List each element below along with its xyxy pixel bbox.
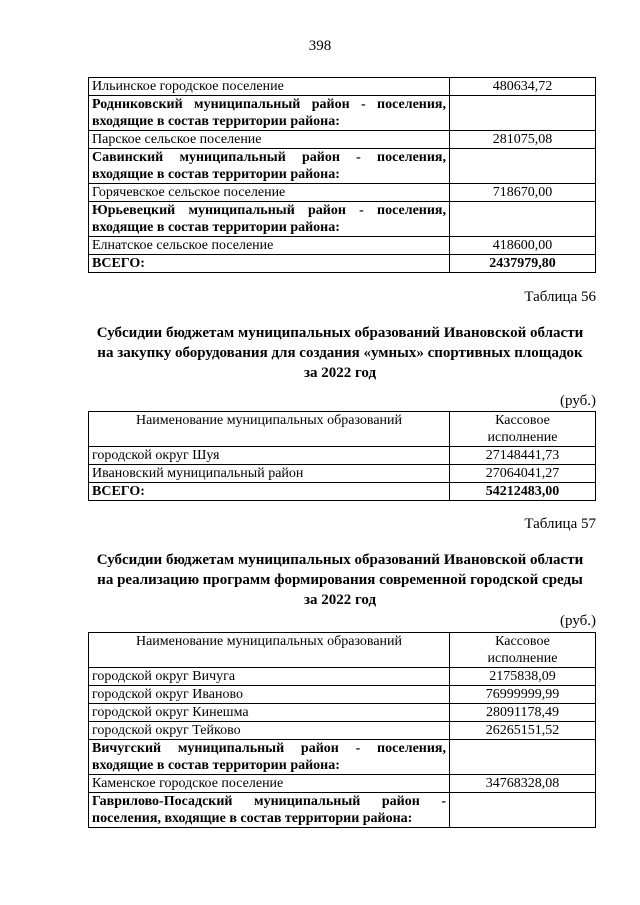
- table-57-label: Таблица 57: [524, 516, 596, 532]
- table-56-title-line: на закупку оборудования для создания «умных» спортивных площадок: [97, 345, 583, 361]
- table-56: [88, 411, 596, 501]
- row-name-cell: Каменское городское поселение: [89, 775, 450, 793]
- row-name-cell: Парское сельское поселение: [89, 131, 450, 149]
- table-row: [89, 722, 596, 740]
- table-row: [89, 149, 596, 184]
- table-56-label: Таблица 56: [524, 289, 596, 305]
- row-name-cell: городской округ Иваново: [89, 686, 450, 704]
- row-value-cell: 2175838,09: [450, 668, 596, 686]
- row-name-cell: Елнатское сельское поселение: [89, 237, 450, 255]
- table-row: [89, 775, 596, 793]
- table-row: [89, 237, 596, 255]
- row-name-cell: Ивановский муниципальный район: [89, 465, 450, 483]
- row-value-cell: 26265151,52: [450, 722, 596, 740]
- row-value-cell: [450, 740, 596, 775]
- table-row: [89, 740, 596, 775]
- row-name-cell: ВСЕГО:: [89, 483, 450, 501]
- row-value-cell: 54212483,00: [450, 483, 596, 501]
- page-number: 398: [308, 38, 332, 54]
- header-name-cell: Наименование муниципальных образований: [89, 633, 450, 668]
- row-name-cell: городской округ Вичуга: [89, 668, 450, 686]
- row-value-cell: 718670,00: [450, 184, 596, 202]
- table-56-unit: (руб.): [560, 393, 596, 409]
- row-value-cell: 28091178,49: [450, 704, 596, 722]
- table-header-row: [89, 412, 596, 447]
- table-row: [89, 793, 596, 828]
- row-value-cell: [450, 149, 596, 184]
- row-name-cell: Юрьевецкий муниципальный район - поселения, входящие в состав территории района:: [89, 202, 450, 237]
- table-57-title: [60, 550, 620, 610]
- table-57: [88, 632, 596, 828]
- row-value-cell: [450, 202, 596, 237]
- row-value-cell: 480634,72: [450, 78, 596, 96]
- table-56-title-line: за 2022 год: [303, 365, 377, 381]
- header-value-cell: [450, 633, 596, 668]
- table-continued: [88, 77, 596, 273]
- row-name-cell: Родниковский муниципальный район - поселения, входящие в состав территории района:: [89, 96, 450, 131]
- row-value-cell: 281075,08: [450, 131, 596, 149]
- row-value-cell: 2437979,80: [450, 255, 596, 273]
- table-header-row: [89, 633, 596, 668]
- table-row: [89, 465, 596, 483]
- table-row: [89, 78, 596, 96]
- row-value-cell: 34768328,08: [450, 775, 596, 793]
- row-value-cell: [450, 96, 596, 131]
- header-value-line: Кассовое: [495, 413, 550, 428]
- row-name-cell: Савинский муниципальный район - поселения, входящие в состав территории района:: [89, 149, 450, 184]
- table-row: [89, 131, 596, 149]
- header-value-line: исполнение: [487, 430, 558, 445]
- header-value-line: Кассовое: [495, 634, 550, 649]
- row-name-cell: городской округ Кинешма: [89, 704, 450, 722]
- row-name-cell: Гаврилово-Посадский муниципальный район - поселения, входящие в состав территории района:: [89, 793, 450, 828]
- table-row: [89, 202, 596, 237]
- row-value-cell: 27064041,27: [450, 465, 596, 483]
- table-row: [89, 686, 596, 704]
- row-value-cell: 27148441,73: [450, 447, 596, 465]
- header-value-cell: [450, 412, 596, 447]
- row-name-cell: Ильинское городское поселение: [89, 78, 450, 96]
- table-57-title-line: Субсидии бюджетам муниципальных образований Ивановской области: [96, 552, 584, 568]
- table-57-title-line: за 2022 год: [303, 592, 377, 608]
- row-value-cell: 418600,00: [450, 237, 596, 255]
- row-name-cell: городской округ Шуя: [89, 447, 450, 465]
- table-row: [89, 447, 596, 465]
- table-56-title: [60, 323, 620, 383]
- table-57-title-line: на реализацию программ формирования современной городской среды: [97, 572, 583, 588]
- row-value-cell: 76999999,99: [450, 686, 596, 704]
- table-row: [89, 255, 596, 273]
- table-row: [89, 184, 596, 202]
- row-name-cell: Горячевское сельское поселение: [89, 184, 450, 202]
- header-name-cell: Наименование муниципальных образований: [89, 412, 450, 447]
- row-name-cell: ВСЕГО:: [89, 255, 450, 273]
- table-row: [89, 704, 596, 722]
- row-value-cell: [450, 793, 596, 828]
- table-row: [89, 668, 596, 686]
- row-name-cell: Вичугский муниципальный район - поселения, входящие в состав территории района:: [89, 740, 450, 775]
- table-57-unit: (руб.): [560, 613, 596, 629]
- header-value-line: исполнение: [487, 651, 558, 666]
- row-name-cell: городской округ Тейково: [89, 722, 450, 740]
- table-row: [89, 483, 596, 501]
- table-row: [89, 96, 596, 131]
- table-56-title-line: Субсидии бюджетам муниципальных образований Ивановской области: [96, 325, 584, 341]
